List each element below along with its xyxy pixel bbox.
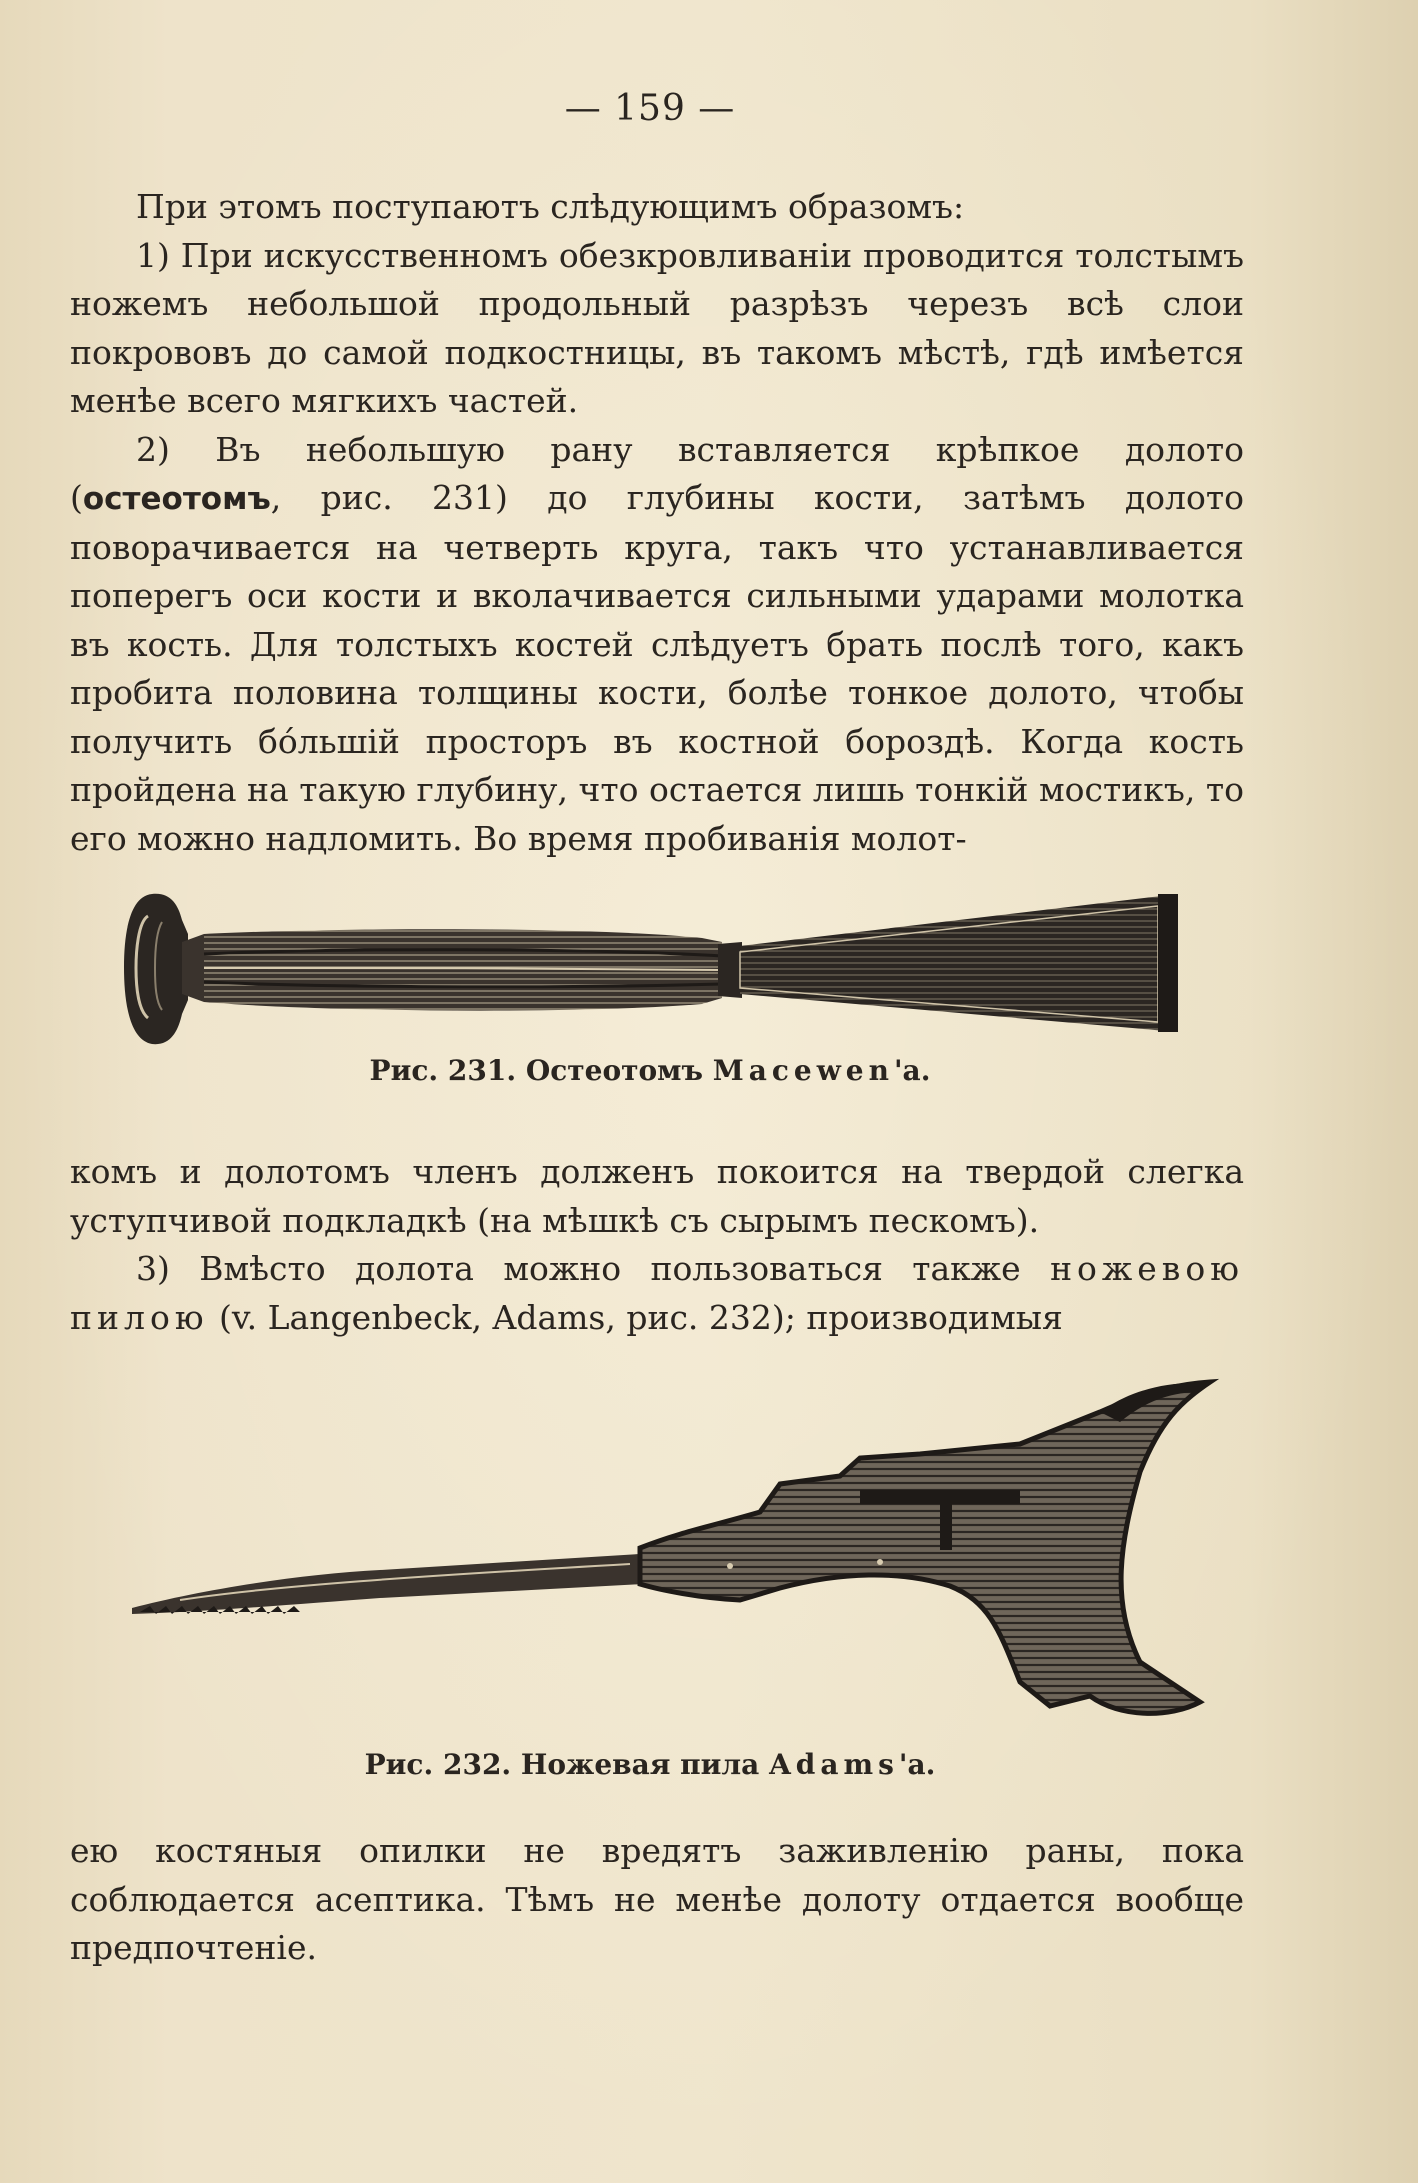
paragraph-intro: При этомъ поступаютъ слѣдующимъ образомъ: — [136, 187, 965, 226]
figure-232-caption — [0, 1748, 1300, 1781]
figure-232-caption-prefix: Рис. 232. Ножевая пила — [364, 1748, 770, 1781]
page-number: — 159 — — [564, 88, 736, 129]
term-osteotome: остеотомъ — [82, 481, 271, 517]
paragraph-step-3-end: (v. Langenbeck, Adams, рис. 232); производимыя — [208, 1297, 1063, 1337]
figure-231-caption-name: Macewen — [712, 1054, 894, 1087]
term-knife-saw: ножевою пилою — [70, 1249, 1244, 1337]
paragraph-step-2-start: 2) Въ небольшую рану вставляется крѣпкое долото ( — [70, 429, 1244, 517]
paragraph-step-2-end: , рис. 231) до глубины кости, затѣмъ долото поворачивается на четверть круга, такъ что устанавливается поперегъ оси кости и вколачивается сильными ударами молотка въ кость. Для толстыхъ костей слѣдуетъ брать послѣ того, какъ пробита половина толщины кости, болѣе тонкое долото, чтобы получить бо́льшій просторъ въ костной бороздѣ. Когда кость пройдена на такую глубину, что остается лишь тонкій мостикъ, то его можно надломить. Во время пробиванія молот- — [70, 478, 1244, 858]
figure-232-caption-name: Adams — [769, 1748, 899, 1781]
paragraph-step-3 — [70, 1245, 1244, 1342]
text-block-top — [70, 183, 1244, 863]
osteotome-illustration — [122, 882, 1182, 1052]
text-block-middle — [70, 1148, 1244, 1342]
paragraph-continuation: комъ и долотомъ членъ долженъ покоится на твердой слегка уступчивой подкладкѣ (на мѣшкѣ съ сырымъ пескомъ). — [70, 1152, 1244, 1240]
text-block-bottom — [70, 1827, 1244, 1973]
figure-231-caption-suffix: 'a. — [893, 1054, 931, 1087]
paragraph-step-1: 1) При искусственномъ обезкровливаніи проводится толстымъ ножемъ небольшой продольный разрѣзъ черезъ всѣ слои покрововъ до самой подкостницы, въ такомъ мѣстѣ, гдѣ имѣется менѣе всего мягкихъ частей. — [70, 235, 1244, 420]
figure-231-caption-prefix: Рис. 231. Остеотомъ — [369, 1054, 713, 1087]
figure-232-caption-suffix: 'a. — [898, 1748, 936, 1781]
knife-saw-illustration — [120, 1362, 1220, 1732]
paragraph-step-3-start: 3) Вмѣсто долота можно пользоваться также — [136, 1249, 1051, 1288]
figure-231-caption — [0, 1054, 1300, 1087]
paragraph-step-2 — [70, 426, 1244, 864]
paragraph-conclusion: ею костяныя опилки не вредятъ заживленію раны, пока соблюдается асептика. Тѣмъ не менѣе долоту отдается вообще предпочтеніе. — [70, 1831, 1244, 1967]
